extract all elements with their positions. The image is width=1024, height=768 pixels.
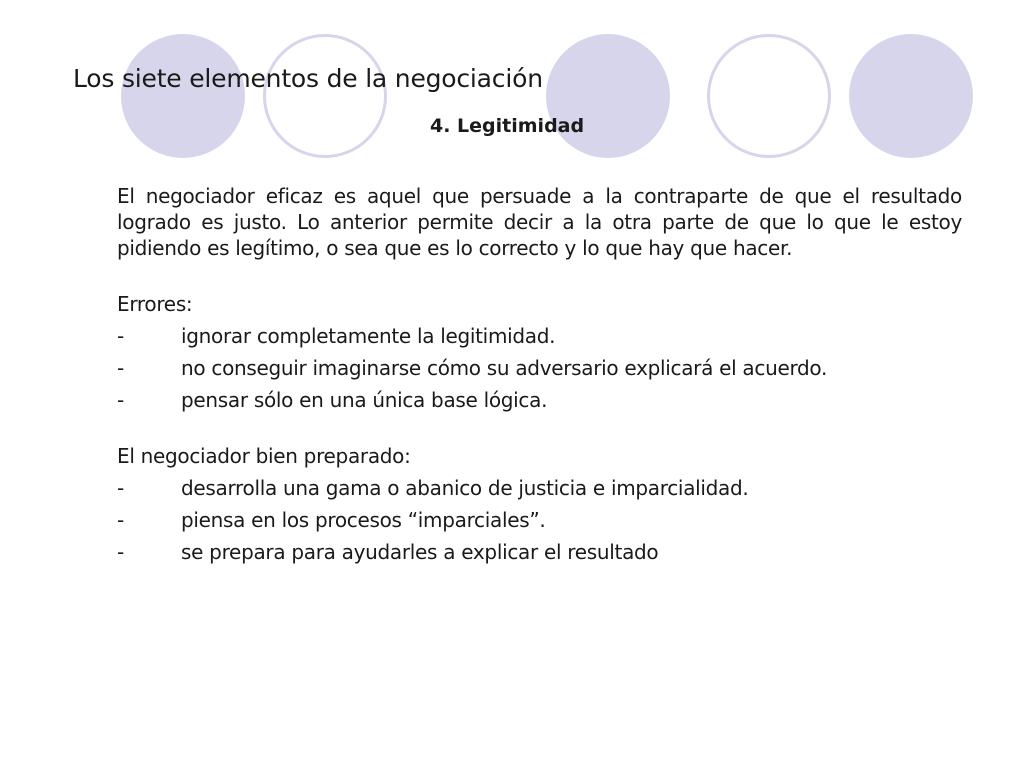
list-item [117, 355, 962, 381]
intro-paragraph: El negociador eficaz es aquel que persuade a la contraparte de que el resultado logrado es justo. Lo anterior permite decir a la otra parte de que lo que le estoy pidiendo es legítimo, o sea que es lo correcto y lo que hay que hacer. [117, 184, 962, 260]
prepared-item-text: se prepara para ayudarles a explicar el resultado [181, 540, 659, 564]
bullet-dash: - [117, 356, 125, 380]
errors-heading: Errores: [117, 292, 193, 316]
bullet-dash: - [117, 508, 125, 532]
decorative-circle-ring [707, 34, 831, 158]
slide-body [117, 183, 962, 565]
bullet-dash: - [117, 388, 125, 412]
bullet-dash: - [117, 540, 125, 564]
prepared-heading: El negociador bien preparado: [117, 444, 411, 468]
error-item-text: no conseguir imaginarse cómo su adversario explicará el acuerdo. [181, 356, 828, 380]
bullet-dash: - [117, 476, 125, 500]
list-item [117, 387, 962, 413]
decorative-circle-filled [849, 34, 973, 158]
list-item [117, 507, 962, 533]
decorative-circle-ring [263, 34, 387, 158]
prepared-item-text: piensa en los procesos “imparciales”. [181, 508, 546, 532]
list-item [117, 539, 962, 565]
slide-subtitle: 4. Legitimidad [430, 115, 585, 137]
decorative-circle-filled [546, 34, 670, 158]
list-item [117, 323, 962, 349]
bullet-dash: - [117, 324, 125, 348]
prepared-item-text: desarrolla una gama o abanico de justicia e imparcialidad. [181, 476, 749, 500]
error-item-text: ignorar completamente la legitimidad. [181, 324, 556, 348]
decorative-circle-filled [121, 34, 245, 158]
slide-title: Los siete elementos de la negociación [73, 64, 543, 93]
list-item [117, 475, 962, 501]
error-item-text: pensar sólo en una única base lógica. [181, 388, 548, 412]
